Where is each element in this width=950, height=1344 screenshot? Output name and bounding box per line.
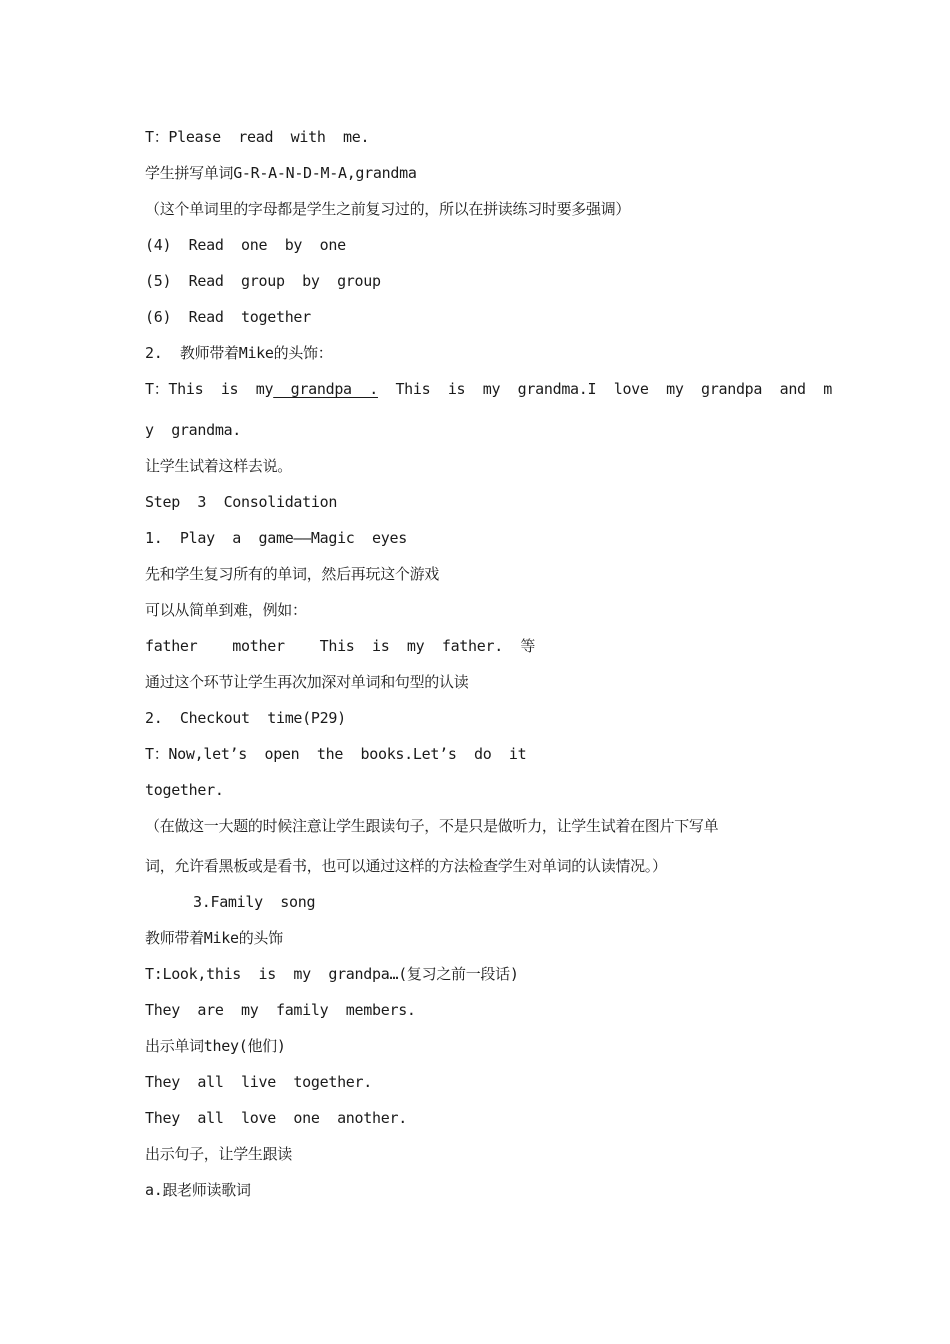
text-line: T：Please read with me. — [145, 128, 370, 146]
text-line: T：Now,let’s open the books.Let’s do it — [145, 745, 527, 763]
text-line: 让学生试着这样去说。 — [145, 457, 293, 475]
text-segment: This is my grandma.I love my grandpa and m — [377, 380, 832, 398]
text-line: a.跟老师读歌词 — [145, 1181, 251, 1199]
text-line: (5) Read group by group — [145, 272, 381, 290]
text-line: Step 3 Consolidation — [145, 493, 338, 511]
text-line: 出示单词they(他们) — [145, 1037, 286, 1055]
text-line-with-blank — [145, 379, 832, 399]
text-line: 先和学生复习所有的单词，然后再玩这个游戏 — [145, 565, 440, 583]
text-line: T:Look,this is my grandpa…(复习之前一段话) — [145, 965, 519, 983]
text-line: 学生拼写单词G-R-A-N-D-M-A,grandma — [145, 164, 417, 182]
text-line: （这个单词里的字母都是学生之前复习过的，所以在拼读练习时要多强调） — [145, 200, 631, 218]
text-line: 3.Family song — [193, 893, 316, 911]
text-segment: T：This is my — [145, 380, 274, 398]
text-line: 1. Play a game——Magic eyes — [145, 529, 407, 547]
text-line: 词，允许看黑板或是看书，也可以通过这样的方法检查学生对单词的认读情况。） — [145, 857, 667, 875]
text-line: (4) Read one by one — [145, 236, 346, 254]
text-line: 教师带着Mike的头饰 — [145, 929, 283, 947]
text-line: 可以从简单到难，例如： — [145, 601, 307, 619]
text-line: 出示句子，让学生跟读 — [145, 1145, 293, 1163]
text-line: They all love one another. — [145, 1109, 407, 1127]
text-line: They are my family members. — [145, 1001, 416, 1019]
text-line: （在做这一大题的时候注意让学生跟读句子，不是只是做听力，让学生试着在图片下写单 — [145, 817, 719, 835]
text-line: (6) Read together — [145, 308, 311, 326]
text-line: 2. 教师带着Mike的头饰： — [145, 344, 333, 362]
text-line: father mother This is my father. 等 — [145, 637, 536, 655]
text-line: y grandma. — [145, 421, 242, 439]
text-line: 2. Checkout time(P29) — [145, 709, 346, 727]
underlined-blank: grandpa . — [273, 380, 378, 398]
text-line: 通过这个环节让学生再次加深对单词和句型的认读 — [145, 673, 469, 691]
text-line: They all live together. — [145, 1073, 373, 1091]
text-line: together. — [145, 781, 224, 799]
